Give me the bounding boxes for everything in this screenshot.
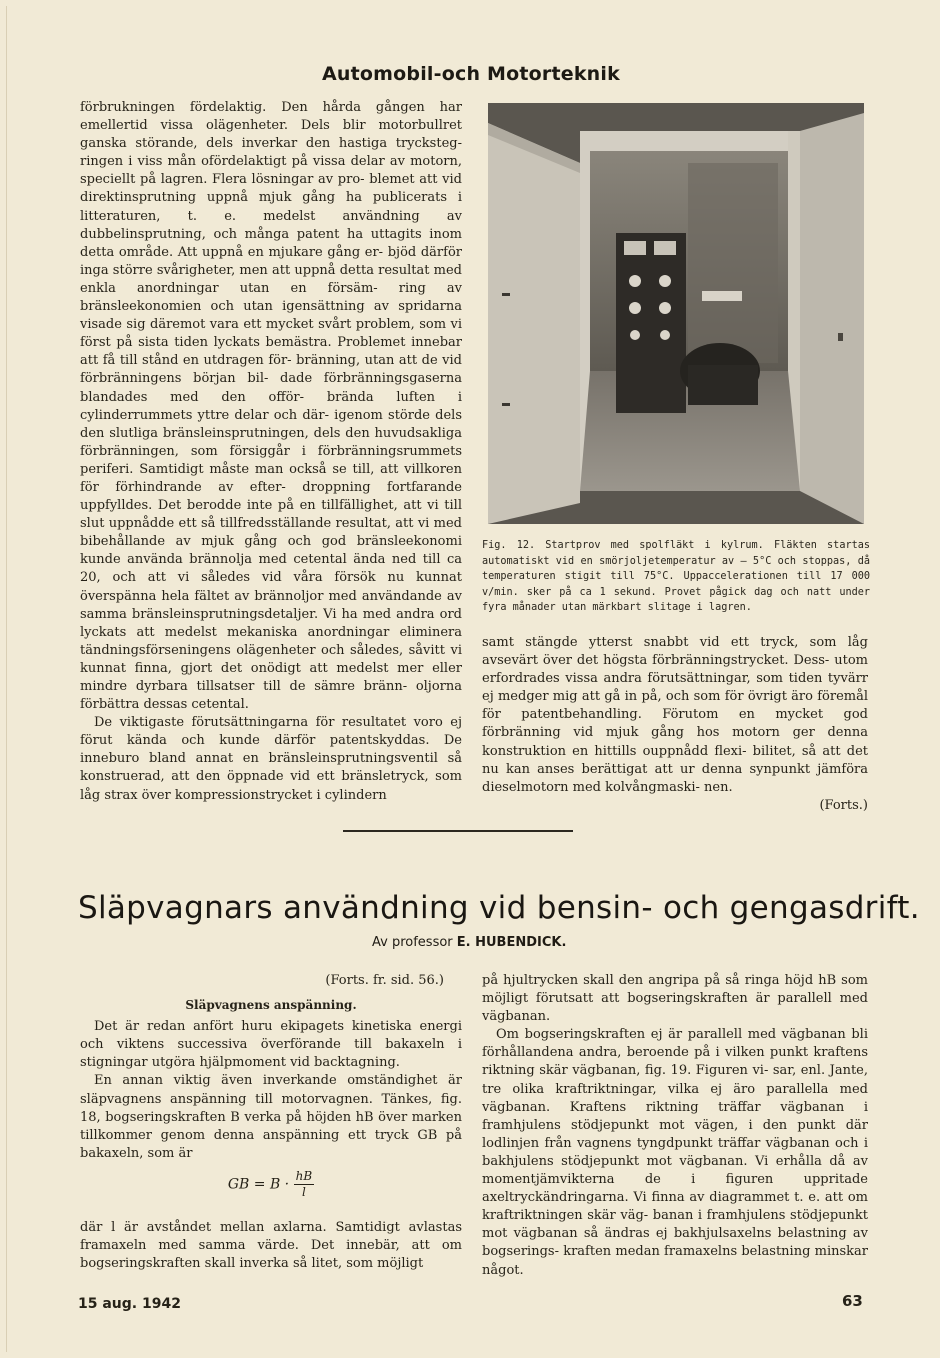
article1-paragraph: förbrukningen fördelaktig. Den hårda gången har emellertid vissa olägenheter. Dels blir motorbullret ganska störande, dels inverkar den hastiga trycksteg- ringen i viss mån ofördelaktigt på vissa delar av motorn, speciellt på lagren. Flera lösningar av pro- blemet att vid direktinsprutning uppnå mjuk gång ha publicerats i litteraturen, t. e. medelst användning av dubbelinsprutning, och många patent ha uttagits inom detta område. Att uppnå en mjukare gång er- bjöd därför inga större svårigheter, men att uppnå detta resultat med enkla anordningar utan en försäm- ring av bränsleekonomien och utan igensättning av spridarna visade sig däremot vara ett mycket svårt problem, som vi först på sista tiden lyckats bemästra. Problemet innebar att få till stånd en utdragen för- bränning, utan att de vid förbränningens början bil- dade förbränningsgaserna blandades med den offör- brända luften i cylinderrummets yttre delar och där- igenom störde dels den slutliga bränsleinsprutningen, dels den huvudsakliga förbränningen, som försiggår i förbränningsrummets periferi. Samtidigt måste man också se till, att villkoren för förhindrande av efter- droppning fortfarande uppfylldes. Det berodde inte på en tillfällighet, att vi till slut uppnådde ett så tillfredsställande resultat, att vi med bibehållande av mjuk gång och god bränsleekonomi kunde använda brännolja med cetental ända ned till ca 20, och att vi således vid våra försök nu kunnat överspänna hela fältet av brännoljor med användande av samma bränsleinsprutningsdetaljer. Vi ha med andra ord lyckats att medelst mekaniska anordningar eliminera tändningsförseningens olägenheter och således, såvitt vi kunnat finna, gjort det onödigt att medelst mer eller mindre dyrbara tillsatser till de sämre bränn- oljorna förbättra dessas cetental. xyxy=(80,100,462,713)
formula xyxy=(80,1169,462,1213)
formula-fraction xyxy=(294,1169,315,1200)
running-head-text: Automobil-och Motorteknik xyxy=(322,63,620,85)
article2-left-column xyxy=(80,972,462,1273)
article1-paragraph: De viktigaste förutsättningarna för resultatet voro ej förut kända och kunde därför patentskyddas. De inneburo bland annat en bränsleinsprutningsventil så konstruerad, att den öppnade vid ett bränsletryck, som låg strax över kompressionstrycket i cylindern xyxy=(80,715,462,803)
continued-from: (Forts. fr. sid. 56.) xyxy=(325,973,444,988)
article1-right-column xyxy=(482,634,868,815)
continued-note: (Forts.) xyxy=(819,797,868,813)
formula-lhs: GB = B · xyxy=(227,1176,290,1193)
article2-title: Släpvagnars användning vid bensin- och gengasdrift. xyxy=(78,890,920,926)
author-name: E. HUBENDICK. xyxy=(456,935,567,950)
article2-right-column xyxy=(482,972,868,1280)
section-heading: Släpvagnens anspänning. xyxy=(185,998,357,1013)
formula-numerator: hB xyxy=(295,1168,313,1183)
byline-prefix: Av professor xyxy=(372,935,453,950)
article2-paragraph: på hjultrycken skall den angripa på så ringa höjd hB som möjligt förutsatt att bogseringskraften är parallell med vägbanan. xyxy=(482,973,868,1025)
running-head xyxy=(322,63,652,85)
article2-paragraph: Om bogseringskraften ej är parallell med vägbanan bli förhållandena andra, beroende på i vilken punkt kraftens riktning skär vägbanan, fig. 19. Figuren vi- sar, enl. Jante, tre olika kraftriktningar, vilka ej äro parallella med vägbanan. Kraftens riktning träffar vägbanan i framhjulens stödjepunkt mot vägen, i den punkt där lodlinjen från vagnens tyngdpunkt träffar vägbanan och i bakhjulens stödjepunkt mot vägbanan. Vi erhålla då av momentjämvikterna de i figuren uppritade axeltryckändringarna. Vi finna av diagrammet t. e. att om kraftriktningen skär väg- banan i framhjulens stödjepunkt mot vägbanan så ändras ej bakhjulsaxelns belastning av bogserings- kraften medan framaxelns belastning minskar något. xyxy=(482,1027,868,1278)
figure-caption: Fig. 12. Startprov med spolfläkt i kylrum. Fläkten startas automatiskt vid en smörjoljetemperatur av — 5°C och stoppas, då temperaturen stigit till 75°C. Uppaccelerationen till 17 000 v/min. sker på ca 1 sekund. Provet pågick dag och natt under fyra månader utan märkbart slitage i lagren. xyxy=(482,540,870,614)
article2-paragraph: En annan viktig även inverkande omständighet är släpvagnens anspänning till motorvagnen. Tänkes, fig. 18, bogseringskraften B verka på höjden hB över marken tillkommer genom denna anspänning ett tryck GB på bakaxeln, som är xyxy=(80,1073,462,1161)
section-divider xyxy=(343,830,573,832)
page-number: 63 xyxy=(842,1292,863,1310)
cold-room-photo xyxy=(488,103,864,524)
article1-paragraph: samt stängde ytterst snabbt vid ett tryck, som låg avsevärt över det högsta förbränningstrycket. Dess- utom erfordrades vissa andra förutsättningar, som tiden tyvärr ej medger mig att gå in på, och som för övrigt äro föremål för patentbehandling. Förutom en mycket god förbränning vid mjuk gång hos motorn ger denna konstruktion en hittills ouppnådd flexi- bilitet, så att det nu kan anses berättigat att ur denna synpunkt jämföra dieselmotorn med kolvångmaski- nen. xyxy=(482,635,868,795)
byline xyxy=(372,935,566,950)
formula-denominator: l xyxy=(301,1184,306,1199)
article2-paragraph: Det är redan anfört huru ekipagets kinetiska energi och viktens successiva överförande till bakaxeln i stigningar utgöra hjälpmoment vid backtagning. xyxy=(80,1019,462,1071)
photo-image-icon xyxy=(488,103,864,524)
article1-left-column xyxy=(80,99,462,805)
issue-date: 15 aug. 1942 xyxy=(78,1296,181,1312)
article2-paragraph: där l är avståndet mellan axlarna. Samtidigt avlastas framaxeln med samma värde. Det innebär, att om bogseringskraften skall inverka så litet, som möjligt xyxy=(80,1219,462,1272)
